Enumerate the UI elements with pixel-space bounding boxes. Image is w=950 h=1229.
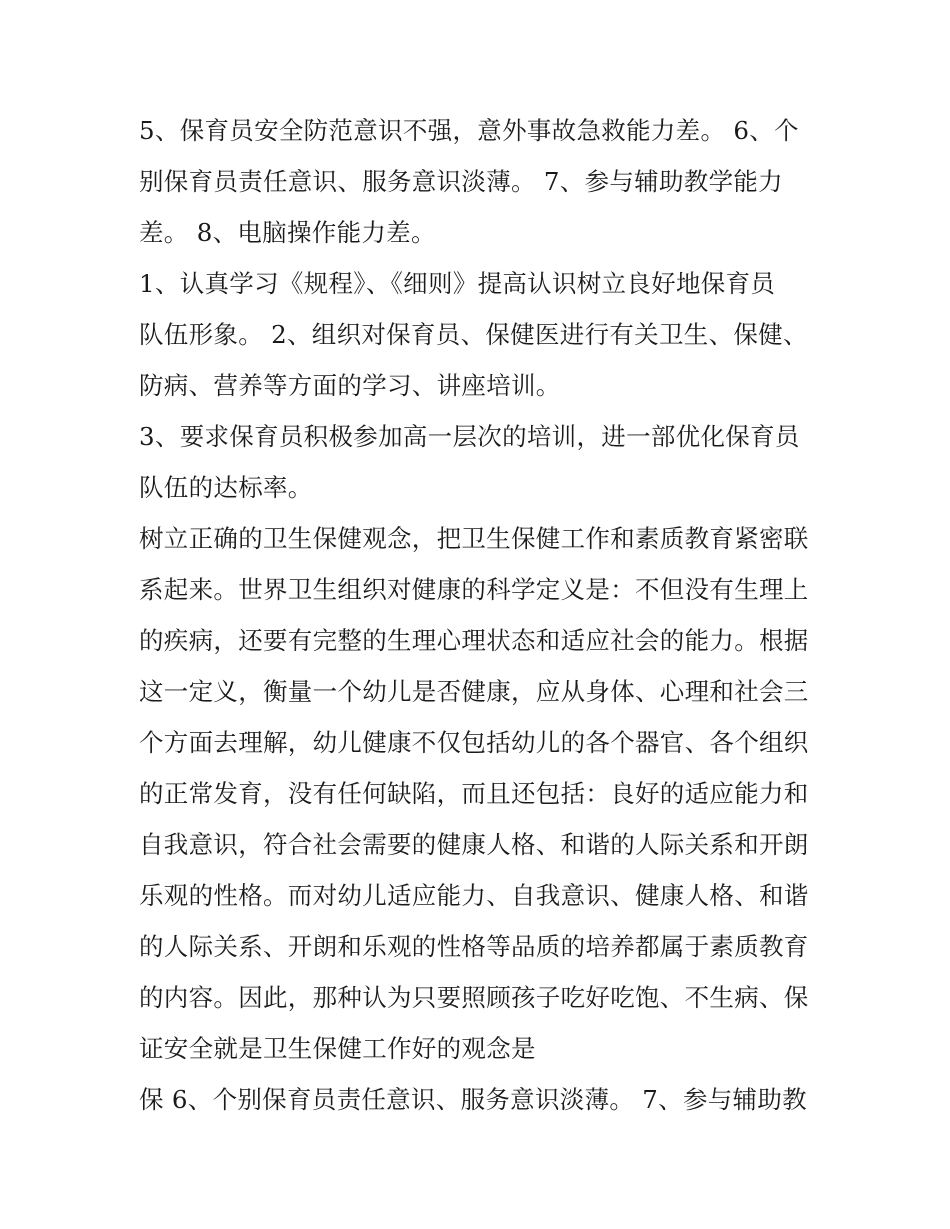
paragraph-trailing-fragment: 保 6、个别保育员责任意识、服务意识淡薄。 7、参与辅助教 xyxy=(139,1085,807,1114)
paragraph-health-concept: 树立正确的卫生保健观念，把卫生保健工作和素质教育紧密联 系起来。世界卫生组织对健康的科学定义是：不但没有生理上 的疾病，还要有完整的生理心理状态和适应社会的能力。根据 这一定义，衡量一个幼儿是否健康，应从身体、心理和社会三 个方面去理解，幼儿健康不仅包括幼儿的各个器官、各个组织 的正常发育，没有任何缺陷，而且还包括：良好的适应能力和 自我意识，符合社会需要的健康人格、和谐的人际关系和开朗 乐观的性格。而对幼儿适应能力、自我意识、健康人格、和谐 的人际关系、开朗和乐观的性格等品质的培养都属于素质教育 的内容。因此，那种认为只要照顾孩子吃好吃饱、不生病、保 证安全就是卫生保健工作好的观念是 xyxy=(139,524,809,1063)
document-body xyxy=(139,105,819,1125)
paragraph-problems-list: 5、保育员安全防范意识不强，意外事故急救能力差。 6、个 别保育员责任意识、服务意识淡薄。 7、参与辅助教学能力 差。 8、电脑操作能力差。 xyxy=(139,116,799,247)
paragraph-measure-3: 3、要求保育员积极参加高一层次的培训，进一部优化保育员 队伍的达标率。 xyxy=(139,422,800,502)
paragraph-measures-1-2: 1、认真学习《规程》、《细则》提高认识树立良好地保育员 队伍形象。 2、组织对保育员、保健医进行有关卫生、保健、 防病、营养等方面的学习、讲座培训。 xyxy=(139,269,808,400)
